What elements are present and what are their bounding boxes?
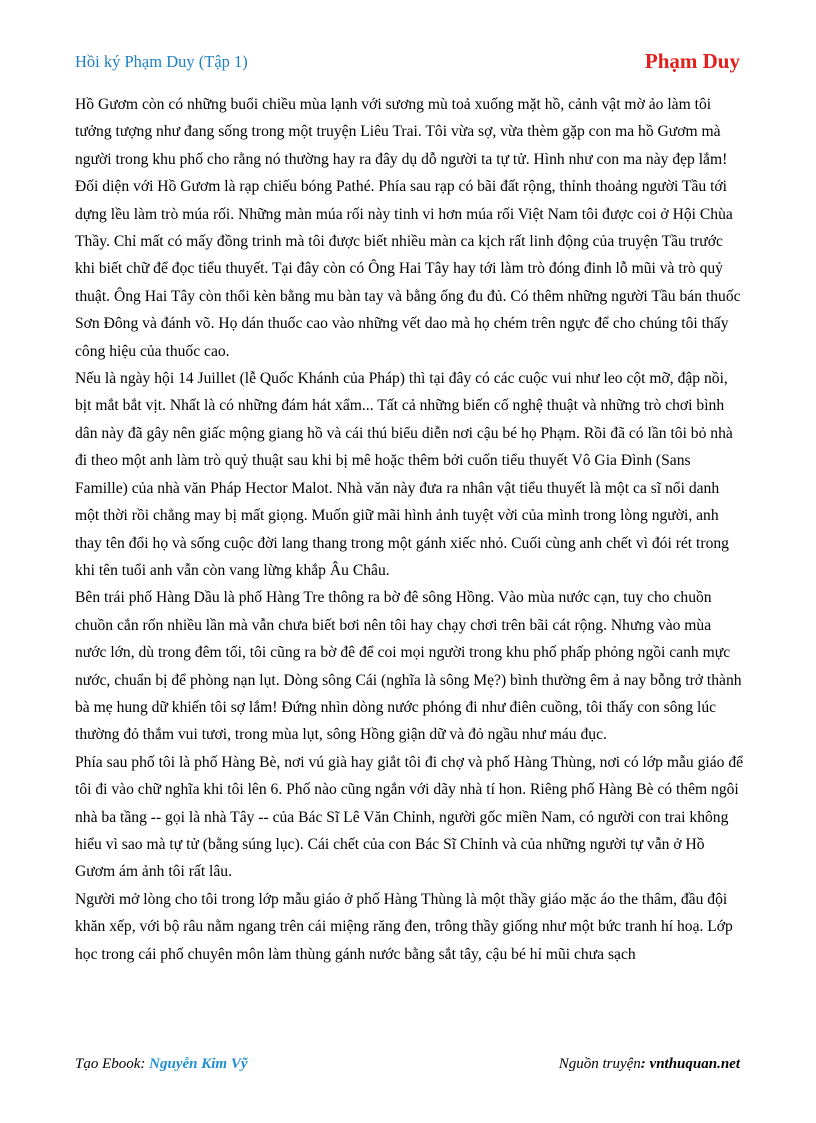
footer-source-credit: Nguồn truyện: vnthuquan.net [558, 1056, 740, 1072]
header-book-title: Hồi ký Phạm Duy (Tập 1) [75, 52, 248, 71]
body-text [75, 91, 745, 968]
paragraph: Người mở lòng cho tôi trong lớp mẫu giáo ở phố Hàng Thùng là một thầy giáo mặc áo the thâm, đầu đội khăn xếp, với bộ râu nằm ngang trên cái miệng răng đen, trông thầy giống như một bức tranh hí hoạ. Lớp học trong cái phố chuyên môn làm thùng gánh nước bằng sắt tây, cậu bé hỉ mũi chưa sạch [75, 890, 733, 963]
footer-ebook-label: Tạo Ebook [75, 1056, 141, 1072]
paragraph: Bên trái phố Hàng Dầu là phố Hàng Tre thông ra bờ đê sông Hồng. Vào mùa nước cạn, tuy cho chuồn chuồn cắn rốn nhiều lần mà vẫn chưa biết bơi nên tôi hay chạy chơi trên bãi cát rộng. Nhưng vào mùa nước lớn, dù trong đêm tối, tôi cũng ra bờ đê để coi mọi người trong khu phố phấp phỏng ngồi canh mực nước, chuẩn bị để phòng nạn lụt. Dòng sông Cái (nghĩa là sông Mẹ?) bình thường êm ả nay bỗng trở thành bà mẹ hung dữ khiến tôi sợ lắm! Đứng nhìn dòng nước phóng đi như điên cuồng, tôi thấy con sông lúc thường đỏ thắm vui tươi, trong mùa lụt, sông Hồng giận dữ và đỏ ngầu như máu đục. [75, 589, 742, 744]
paragraph: Nếu là ngày hội 14 Juillet (lễ Quốc Khánh của Pháp) thì tại đây có các cuộc vui như leo cột mỡ, đập nồi, bịt mắt bắt vịt. Nhất là có những đám hát xẩm... Tất cả những biến cố nghệ thuật và những trò chơi bình dân này đã gây nên giấc mộng giang hồ và cái thú biểu diễn nơi cậu bé họ Phạm. Rồi đã có lần tôi bỏ nhà đi theo một anh làm trò quỷ thuật sau khi bị mê hoặc thêm bởi cuốn tiểu thuyết Vô Gia Đình (Sans Famille) của nhà văn Pháp Hector Malot. Nhà văn này đưa ra nhân vật tiểu thuyết là một ca sĩ nổi danh một thời rồi chẳng may bị mất giọng. Muốn giữ mãi hình ảnh tuyệt vời của mình trong lòng người, anh thay tên đổi họ và sống cuộc đời lang thang trong một gánh xiếc nhỏ. Cuối cùng anh chết vì đói rét trong khi tên tuổi anh vẫn còn vang lừng khắp Âu Châu. [75, 370, 733, 579]
footer-ebook-name: Nguyễn Kim Vỹ [149, 1056, 248, 1072]
footer-source-label: Nguồn truyện [558, 1056, 641, 1072]
footer-source-site: vnthuquan.net [649, 1056, 740, 1072]
paragraph: Hồ Gươm còn có những buổi chiều mùa lạnh với sương mù toả xuống mặt hồ, cảnh vật mờ ảo làm tôi tưởng tượng như đang sống trong một truyện Liêu Trai. Tôi vừa sợ, vừa thèm gặp con ma hồ Gươm mà người trong khu phố cho rằng nó thường hay ra đây dụ dỗ người ta tự tử. Hình như con ma này đẹp lắm! [75, 96, 728, 168]
header-author: Phạm Duy [644, 49, 740, 73]
footer-ebook-credit: Tạo Ebook: Nguyễn Kim Vỹ [75, 1056, 248, 1072]
paragraph: Đối diện với Hồ Gươm là rạp chiếu bóng Pathé. Phía sau rạp có bãi đất rộng, thỉnh thoảng người Tầu tới dựng lều làm trò múa rối. Những màn múa rối này tinh vi hơn múa rối Việt Nam tôi được coi ở Hội Chùa Thầy. Chỉ mất có mấy đồng trinh mà tôi được biết nhiều màn ca kịch rất linh động của truyện Tầu trước khi biết chữ để đọc tiểu thuyết. Tại đây còn có Ông Hai Tây hay tới làm trò đóng đinh lỗ mũi và trò quỷ thuật. Ông Hai Tây còn thổi kèn bằng mu bàn tay và bằng ống đu đủ. Có thêm những người Tầu bán thuốc Sơn Đông và đánh võ. Họ dán thuốc cao vào những vết dao mà họ chém trên ngực để cho chúng tôi thấy công hiệu của thuốc cao. [75, 178, 741, 360]
paragraph: Phía sau phố tôi là phố Hàng Bè, nơi vú già hay giắt tôi đi chợ và phố Hàng Thùng, nơi có lớp mẫu giáo để tôi đi vào chữ nghĩa khi tôi lên 6. Phố nào cũng ngắn với dãy nhà tí hon. Riêng phố Hàng Bè có thêm ngôi nhà ba tầng -- gọi là nhà Tây -- của Bác Sĩ Lê Văn Chỉnh, người gốc miền Nam, có người con trai không hiểu vì sao mà tự tử (bằng súng lục). Cái chết của con Bác Sĩ Chỉnh và của những người tự vẫn ở Hồ Gươm ám ảnh tôi rất lâu. [75, 753, 744, 881]
